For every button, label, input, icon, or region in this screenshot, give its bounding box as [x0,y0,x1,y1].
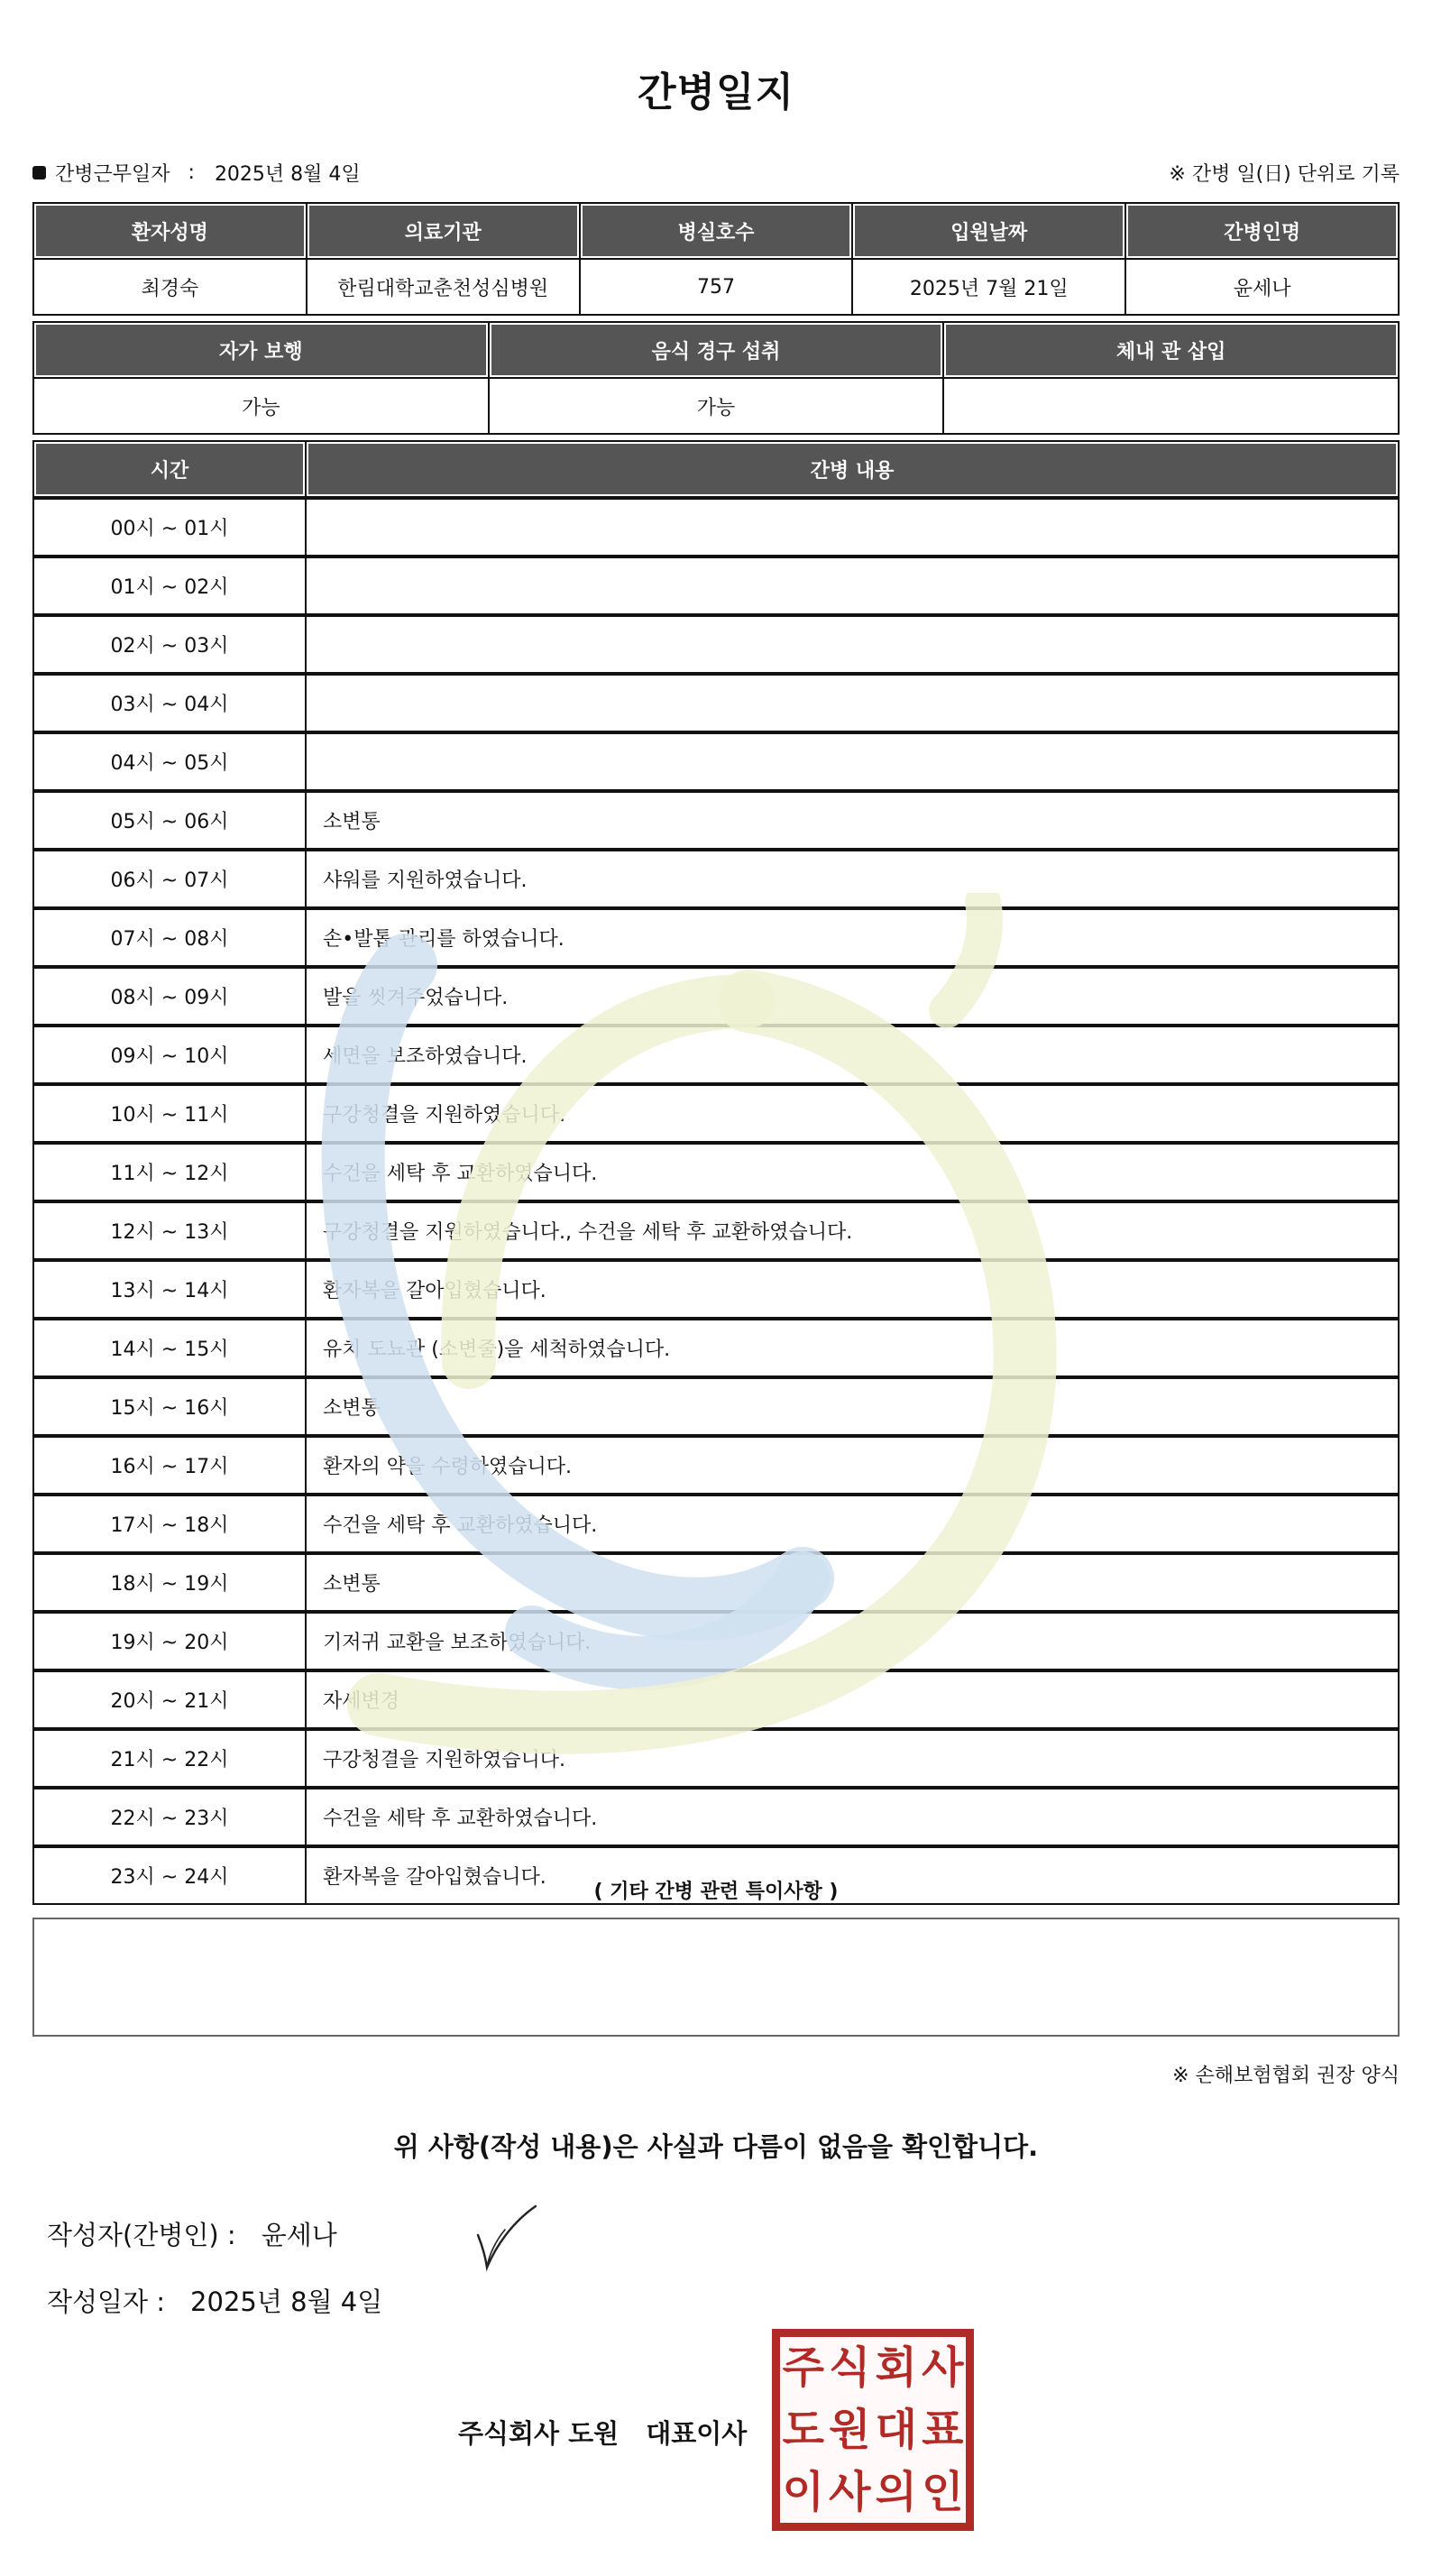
log-time: 10시 ~ 11시 [33,1084,306,1143]
header-caregiver: 간병인명 [1125,203,1399,259]
signature-mark [469,2201,541,2273]
log-time: 06시 ~ 07시 [33,850,306,908]
log-content [306,615,1399,674]
work-date-value: 2025년 8월 4일 [214,163,361,186]
log-row [33,1846,1399,1904]
seal-character: 식 [829,2342,871,2394]
log-time: 18시 ~ 19시 [33,1553,306,1612]
header-care-content: 간병 내용 [306,441,1399,498]
oral-intake-value: 가능 [489,378,944,434]
log-time: 09시 ~ 10시 [33,1026,306,1084]
company-ceo-title: 대표이사 [646,2418,748,2449]
log-row [33,1319,1399,1377]
header-tube-insertion: 체내 관 삽입 [943,322,1399,378]
write-date-label: 작성일자 : [47,2286,166,2317]
header-hospital: 의료기관 [307,203,580,259]
log-row [33,1143,1399,1201]
log-row [33,1729,1399,1788]
log-content: 환자복을 갈아입혔습니다. [306,1846,1399,1904]
log-row [33,1260,1399,1319]
header-self-walking: 자가 보행 [33,322,489,378]
patient-info-table [32,202,1400,316]
room-number: 757 [580,259,853,315]
log-content: 세면을 보조하였습니다. [306,1026,1399,1084]
write-date-value: 2025년 8월 4일 [190,2286,383,2317]
log-row [33,557,1399,615]
log-time: 23시 ~ 24시 [33,1846,306,1904]
log-time: 07시 ~ 08시 [33,908,306,967]
log-time: 01시 ~ 02시 [33,557,306,615]
log-time: 08시 ~ 09시 [33,967,306,1026]
log-row [33,1788,1399,1846]
log-time: 12시 ~ 13시 [33,1201,306,1260]
recommendation-note: ※ 손해보험협회 권장 양식 [1172,2065,1400,2087]
patient-header-row [33,203,1399,259]
log-row [33,732,1399,791]
record-note: ※ 간병 일(日) 단위로 기록 [1169,163,1400,186]
work-date-separator: : [188,161,195,184]
header-room: 병실호수 [580,203,853,259]
company-seal-stamp [772,2329,974,2531]
log-content [306,557,1399,615]
patient-value-row [33,259,1399,315]
seal-character: 인 [922,2466,964,2517]
tube-insertion-value [943,378,1399,434]
log-content: 구강청결을 지원하였습니다. [306,1084,1399,1143]
log-row [33,615,1399,674]
log-time: 15시 ~ 16시 [33,1377,306,1436]
log-time: 11시 ~ 12시 [33,1143,306,1201]
log-time: 19시 ~ 20시 [33,1612,306,1670]
log-content: 소변통 [306,1553,1399,1612]
log-content [306,674,1399,732]
log-time: 04시 ~ 05시 [33,732,306,791]
log-header-row [33,441,1399,498]
patient-name: 최경숙 [33,259,307,315]
seal-character: 표 [922,2404,964,2455]
status-header-row [33,322,1399,378]
log-time: 22시 ~ 23시 [33,1788,306,1846]
log-row [33,850,1399,908]
log-time: 05시 ~ 06시 [33,791,306,850]
writer-name: 윤세나 [261,2220,337,2250]
log-content: 발을 씻겨주었습니다. [306,967,1399,1026]
seal-character: 대 [875,2404,917,2455]
log-row [33,1495,1399,1553]
log-row [33,1436,1399,1495]
log-time: 16시 ~ 17시 [33,1436,306,1495]
log-row [33,1377,1399,1436]
log-time: 02시 ~ 03시 [33,615,306,674]
caregiver-name: 윤세나 [1125,259,1399,315]
log-time: 21시 ~ 22시 [33,1729,306,1788]
seal-character: 도 [782,2404,824,2455]
log-row [33,791,1399,850]
special-notes-title: ( 기타 간병 관련 특이사항 ) [593,1881,839,1903]
writer-label: 작성자(간병인) : [47,2220,236,2250]
log-row [33,967,1399,1026]
company-signature-line [458,2414,747,2451]
log-content: 수건을 세탁 후 교환하였습니다. [306,1495,1399,1553]
log-content: 유치 도뇨관 (소변줄)을 세척하였습니다. [306,1319,1399,1377]
log-content: 소변통 [306,1377,1399,1436]
header-admission-date: 입원날짜 [852,203,1125,259]
log-row [33,674,1399,732]
log-content: 자세변경 [306,1670,1399,1729]
log-content: 소변통 [306,791,1399,850]
log-row [33,908,1399,967]
log-content: 구강청결을 지원하였습니다. [306,1729,1399,1788]
log-time: 14시 ~ 15시 [33,1319,306,1377]
seal-character: 사 [922,2342,964,2394]
seal-character: 의 [875,2466,917,2517]
log-row [33,1670,1399,1729]
work-date-row [32,159,361,187]
square-bullet-icon [32,166,46,179]
log-content: 환자의 약을 수령하였습니다. [306,1436,1399,1495]
header-time: 시간 [33,441,306,498]
log-content: 구강청결을 지원하였습니다., 수건을 세탁 후 교환하였습니다. [306,1201,1399,1260]
log-content [306,732,1399,791]
log-row [33,498,1399,557]
log-content [306,498,1399,557]
log-content: 환자복을 갈아입혔습니다. [306,1260,1399,1319]
header-oral-intake: 음식 경구 섭취 [489,322,944,378]
log-time: 13시 ~ 14시 [33,1260,306,1319]
seal-character: 사 [829,2466,871,2517]
care-log-table [32,440,1400,1905]
log-content: 수건을 세탁 후 교환하였습니다. [306,1143,1399,1201]
seal-character: 주 [782,2342,824,2394]
log-content: 손•발톱 관리를 하였습니다. [306,908,1399,967]
log-time: 03시 ~ 04시 [33,674,306,732]
write-date-row [47,2282,382,2319]
hospital-name: 한림대학교춘천성심병원 [307,259,580,315]
log-row [33,1612,1399,1670]
log-row [33,1026,1399,1084]
writer-row [47,2215,337,2252]
log-row [33,1553,1399,1612]
log-content: 수건을 세탁 후 교환하였습니다. [306,1788,1399,1846]
company-name: 주식회사 도원 [458,2418,620,2449]
log-time: 00시 ~ 01시 [33,498,306,557]
log-row [33,1084,1399,1143]
status-value-row [33,378,1399,434]
log-time: 20시 ~ 21시 [33,1670,306,1729]
log-time: 17시 ~ 18시 [33,1495,306,1553]
log-content: 기저귀 교환을 보조하였습니다. [306,1612,1399,1670]
seal-character: 원 [829,2404,871,2455]
confirmation-statement: 위 사항(작성 내용)은 사실과 다름이 없음을 확인합니다. [393,2131,1039,2162]
document-title: 간병일지 [637,69,794,115]
work-date-label: 간병근무일자 [55,163,170,186]
special-notes-box [32,1918,1400,2037]
self-walking-value: 가능 [33,378,489,434]
admission-date: 2025년 7월 21일 [852,259,1125,315]
log-content: 샤워를 지원하였습니다. [306,850,1399,908]
header-patient-name: 환자성명 [33,203,307,259]
seal-character: 이 [782,2466,824,2517]
seal-character: 회 [875,2342,917,2394]
log-row [33,1201,1399,1260]
patient-status-table [32,321,1400,435]
